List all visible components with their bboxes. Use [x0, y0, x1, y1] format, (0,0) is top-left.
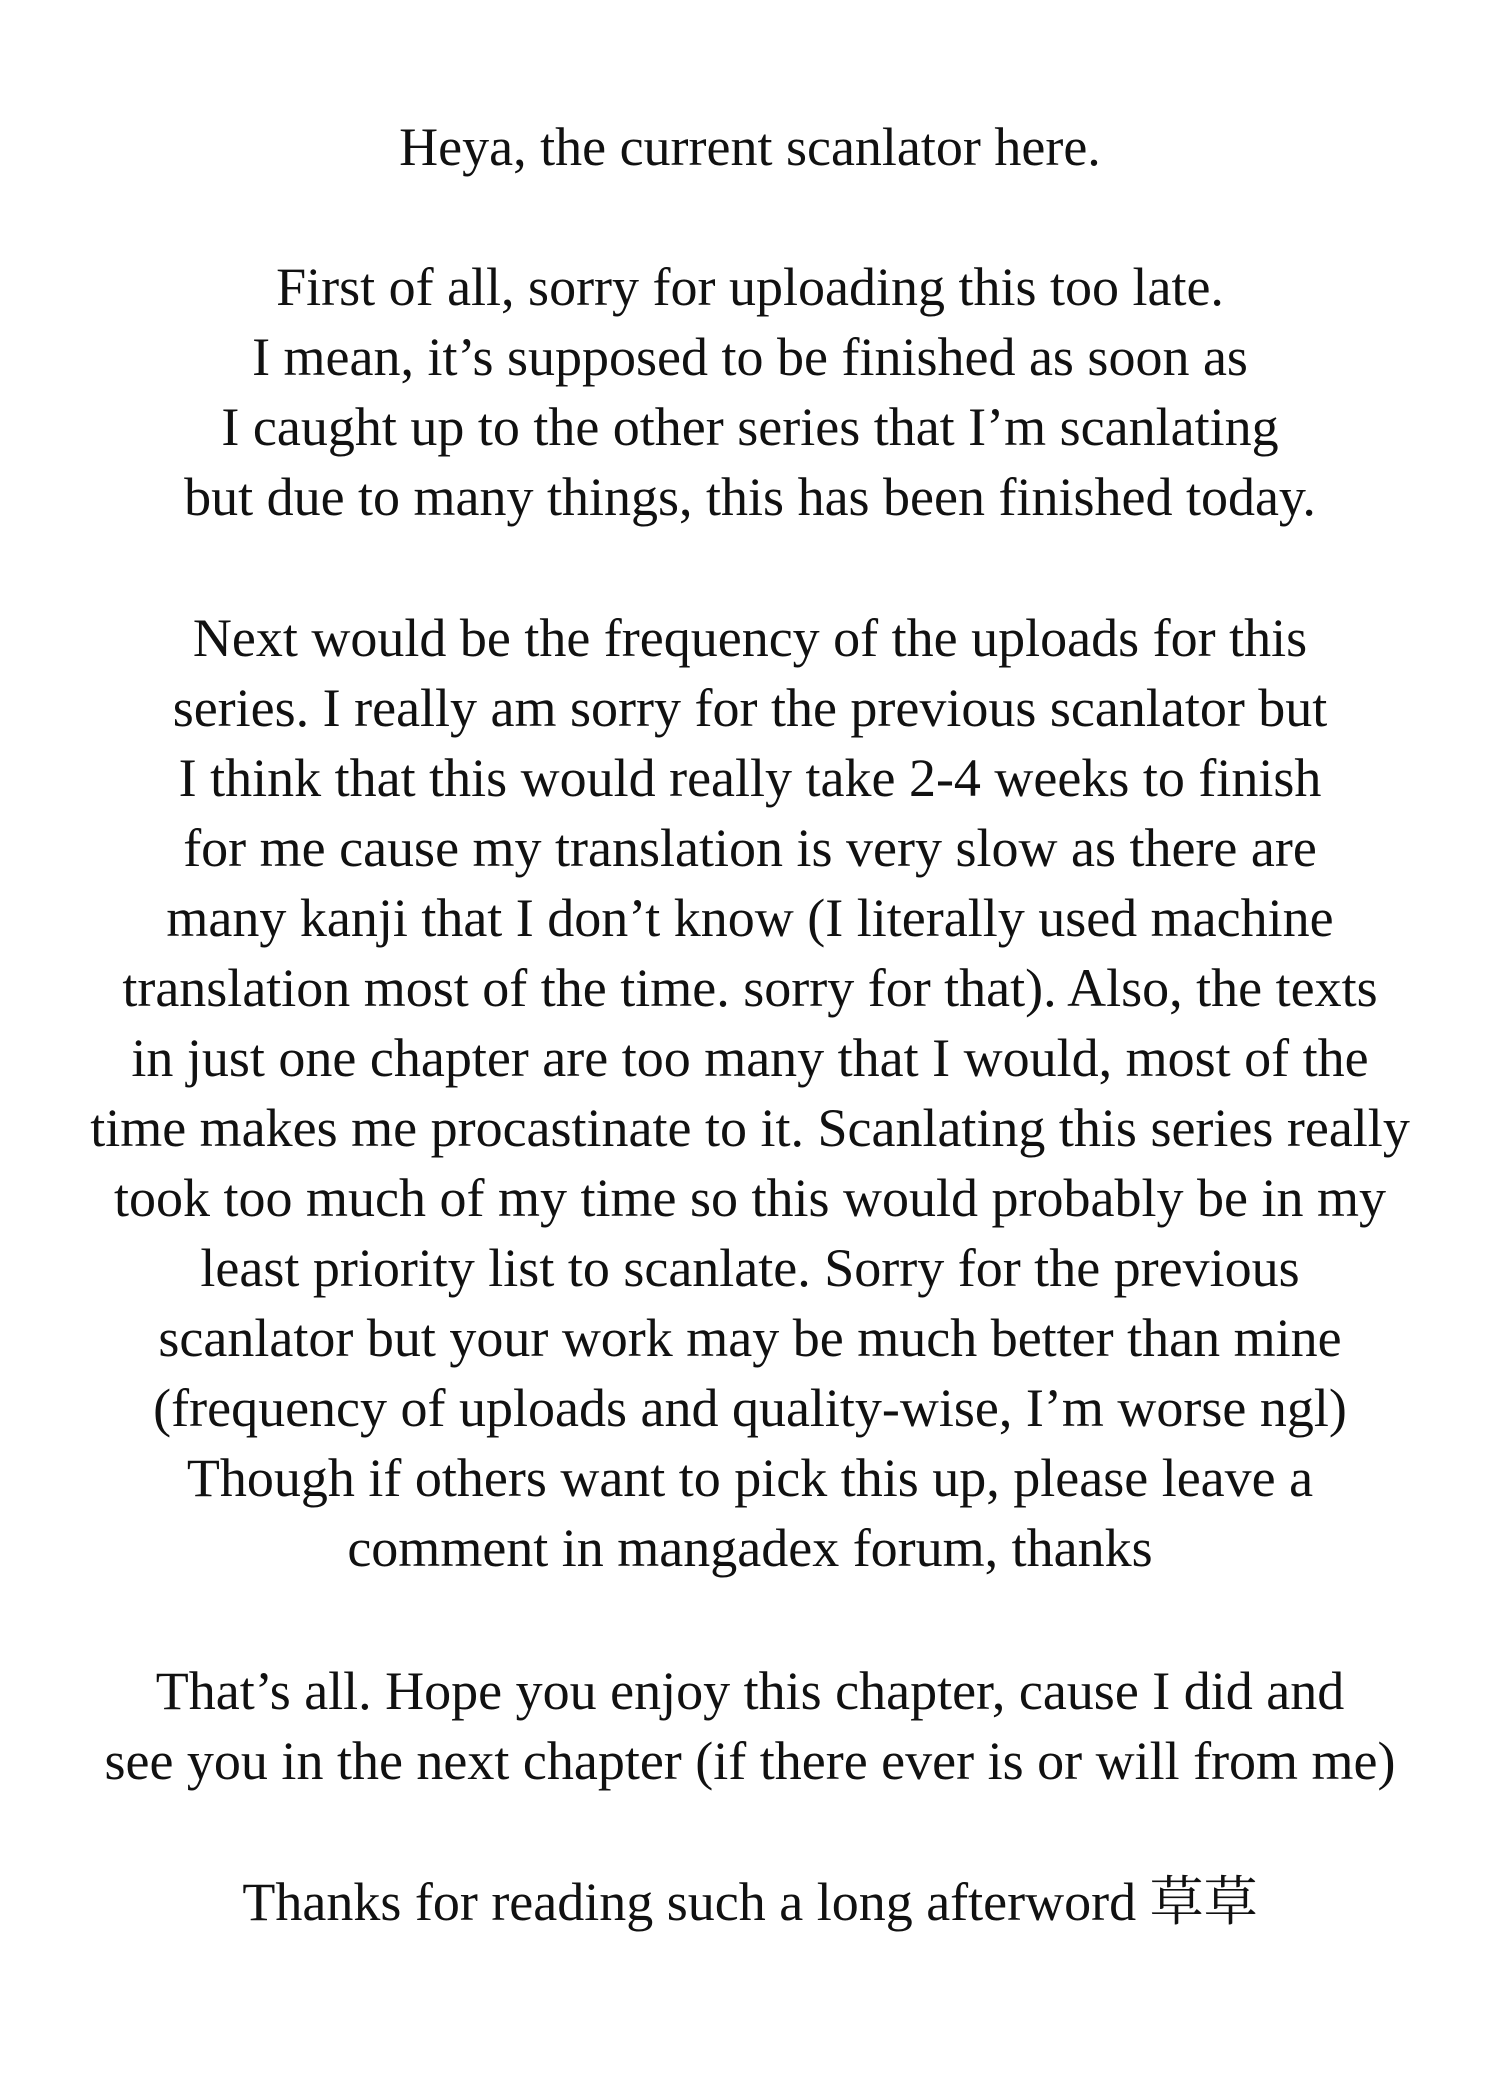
text-line: scanlator but your work may be much better than mine — [158, 1308, 1342, 1368]
text-line: for me cause my translation is very slow as there are — [183, 818, 1317, 878]
text-line: Next would be the frequency of the uploads for this — [192, 608, 1308, 668]
text-line: I mean, it’s supposed to be finished as soon as — [252, 327, 1248, 387]
text-line: First of all, sorry for uploading this too late. — [276, 257, 1224, 317]
upload-frequency-paragraph — [0, 603, 1500, 1583]
text-line: many kanji that I don’t know (I literally used machine — [166, 888, 1334, 948]
text-line: see you in the next chapter (if there ever is or will from me) — [104, 1731, 1396, 1791]
text-line: in just one chapter are too many that I would, most of the — [131, 1028, 1369, 1088]
text-line: I think that this would really take 2-4 weeks to finish — [178, 748, 1322, 808]
text-line: comment in mangadex forum, thanks — [347, 1518, 1153, 1578]
text-line: Heya, the current scanlator here. — [399, 117, 1101, 177]
text-line: least priority list to scanlate. Sorry for the previous — [200, 1238, 1300, 1298]
text-line: I caught up to the other series that I’m scanlating — [221, 397, 1279, 457]
text-line: translation most of the time. sorry for that). Also, the texts — [122, 958, 1378, 1018]
text-line: That’s all. Hope you enjoy this chapter, cause I did and — [155, 1661, 1345, 1721]
text-line: (frequency of uploads and quality-wise, I’m worse ngl) — [153, 1378, 1347, 1438]
apology-paragraph — [0, 252, 1500, 532]
closing-paragraph — [0, 1656, 1500, 1796]
text-line: but due to many things, this has been finished today. — [184, 467, 1316, 527]
thanks-paragraph — [0, 1867, 1500, 1937]
text-line: Though if others want to pick this up, please leave a — [186, 1448, 1314, 1508]
text-line: series. I really am sorry for the previous scanlator but — [172, 678, 1328, 738]
text-line: took too much of my time so this would probably be in my — [114, 1168, 1386, 1228]
greeting-paragraph — [0, 112, 1500, 182]
text-line: time makes me procastinate to it. Scanlating this series really — [90, 1098, 1410, 1158]
text-line: Thanks for reading such a long afterword 草草 — [242, 1872, 1258, 1932]
